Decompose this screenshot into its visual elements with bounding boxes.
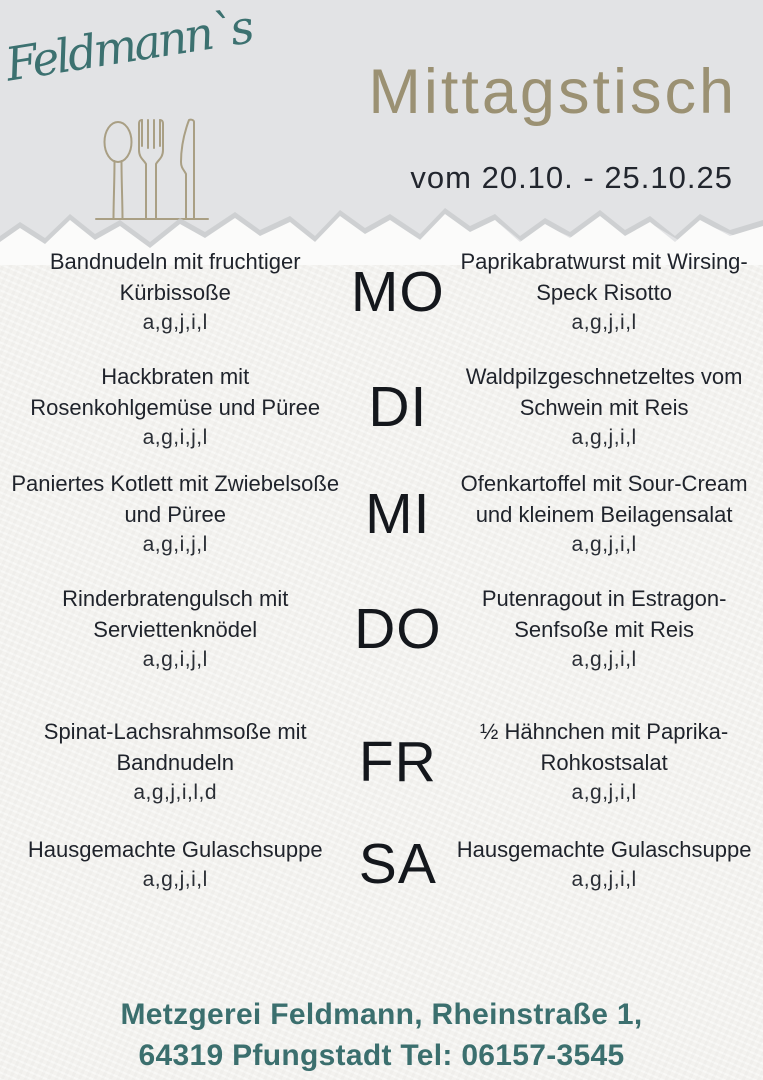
day-label-monday: MO — [350, 259, 445, 324]
date-range: vom 20.10. - 25.10.25 — [410, 160, 733, 195]
dish-name: Putenragout in Estragon-Senfsoße mit Reis — [481, 585, 727, 642]
page-title: Mittagstisch — [368, 57, 737, 127]
dish-friday-right — [453, 716, 755, 809]
footer-address-line1: Metzgerei Feldmann, Rheinstraße 1, — [120, 998, 643, 1031]
allergen-codes: a,g,i,j,l — [142, 648, 208, 672]
day-label-friday: FR — [358, 729, 437, 794]
dish-name: Paprikabratwurst mit Wirsing-Speck Risotto — [460, 249, 748, 306]
dish-name: Hausgemachte Gulaschsuppe — [456, 836, 752, 862]
dish-name: Paniertes Kotlett mit Zwiebelsoße und Püree — [11, 470, 340, 528]
dish-name: Waldpilzgeschnetzeltes vom Schwein mit Reis — [465, 363, 743, 421]
footer-address-line2: 64319 Pfungstadt Tel: 06157-3545 — [138, 1039, 625, 1073]
dish-name: Ofenkartoffel mit Sour-Cream und kleinem Beilagensalat — [460, 470, 748, 528]
dish-thursday-right — [453, 583, 755, 676]
dish-tuesday-right — [453, 361, 755, 454]
day-label-wednesday: MI — [365, 481, 431, 546]
menu-row-wednesday — [0, 468, 763, 561]
day-label-thursday: DO — [354, 596, 442, 661]
allergen-codes: a,g,j,i,l — [571, 867, 637, 891]
allergen-codes: a,g,j,i,l — [571, 426, 637, 450]
menu-row-saturday — [0, 831, 763, 896]
allergen-codes: a,g,i,j,l — [142, 533, 208, 557]
allergen-codes: a,g,j,i,l — [571, 648, 637, 672]
dish-name: ½ Hähnchen mit Paprika-Rohkostsalat — [480, 718, 729, 775]
dish-name: Hausgemachte Gulaschsuppe — [27, 836, 323, 862]
menu-row-monday — [0, 246, 763, 339]
menu-row-friday — [0, 716, 763, 809]
allergen-codes: a,g,j,i,l — [142, 311, 208, 335]
dish-monday-right — [453, 246, 755, 339]
dish-name: Spinat-Lachsrahmsoße mit Bandnudeln — [43, 718, 307, 775]
day-label-tuesday: DI — [368, 374, 428, 439]
allergen-codes: a,g,j,i,l — [571, 533, 637, 557]
dish-saturday-right — [453, 834, 755, 896]
dish-wednesday-left — [8, 468, 342, 561]
menu-grid — [0, 246, 763, 895]
dish-friday-left — [8, 716, 342, 809]
allergen-codes: a,g,j,i,l — [142, 867, 208, 891]
allergen-codes: a,g,j,i,l — [571, 311, 637, 335]
menu-row-thursday — [0, 583, 763, 676]
dish-tuesday-left — [8, 361, 342, 454]
day-label-saturday: SA — [358, 831, 437, 896]
allergen-codes: a,g,j,i,l,d — [133, 781, 218, 805]
logo-feldmanns: Feldmann`s — [1, 0, 255, 92]
allergen-codes: a,g,i,j,l — [142, 426, 208, 450]
dish-name: Rinderbratengulsch mit Serviettenknödel — [62, 585, 289, 642]
dish-name: Bandnudeln mit fruchtiger Kürbissoße — [49, 249, 301, 306]
dish-saturday-left — [8, 834, 342, 896]
dish-thursday-left — [8, 583, 342, 676]
allergen-codes: a,g,j,i,l — [571, 781, 637, 805]
menu-row-tuesday — [0, 361, 763, 454]
dish-name: Hackbraten mit Rosenkohlgemüse und Püree — [30, 363, 321, 421]
footer-address — [0, 994, 763, 1077]
dish-monday-left — [8, 246, 342, 339]
dish-wednesday-right — [453, 468, 755, 561]
